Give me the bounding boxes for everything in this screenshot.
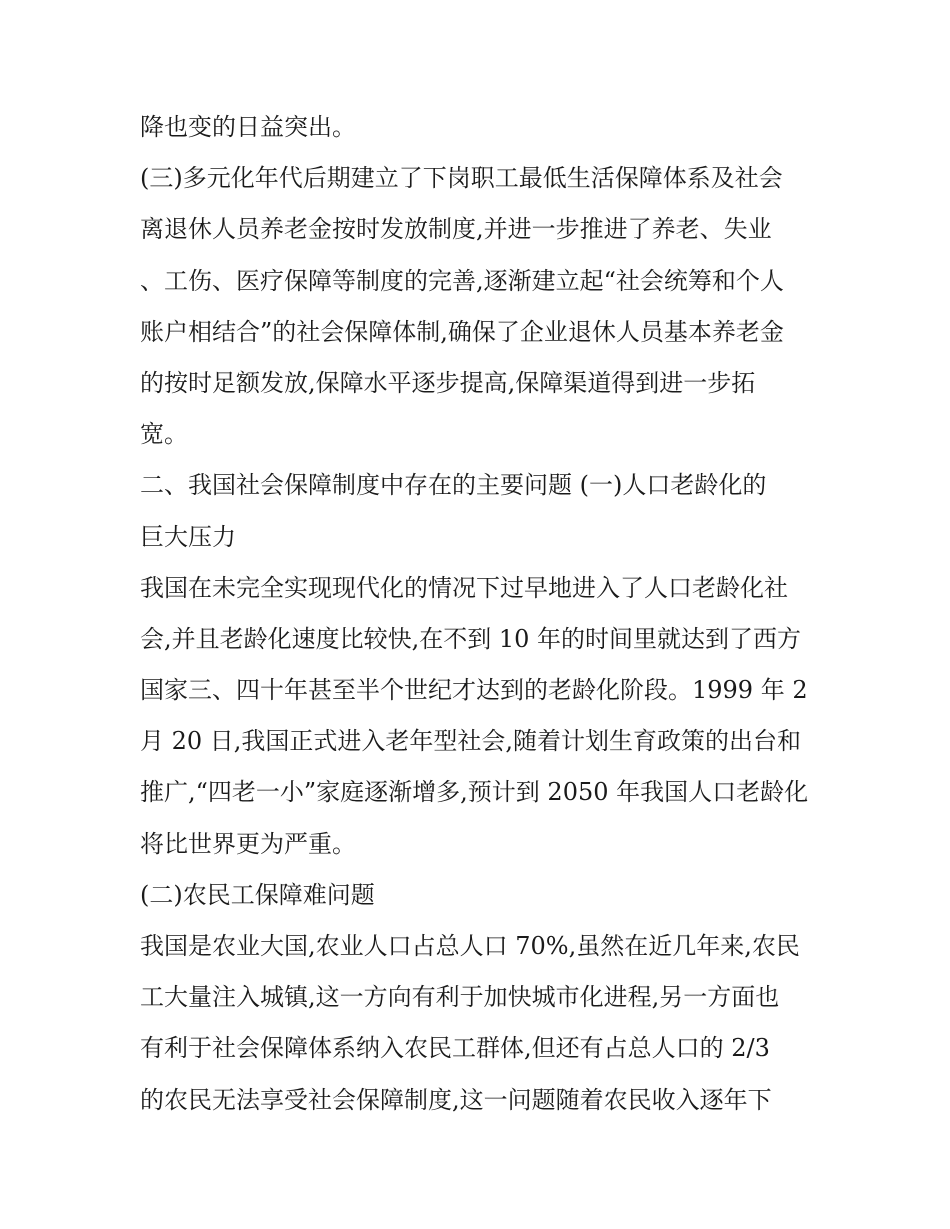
text-line: 、工伤、医疗保障等制度的完善,逐渐建立起“社会统筹和个人 — [140, 266, 784, 295]
text-line: (三)多元化年代后期建立了下岗职工最低生活保障体系及社会 — [140, 164, 783, 193]
text-line: 有利于社会保障体系纳入农民工群体,但还有占总人口的 2/3 — [140, 1034, 770, 1063]
section-heading: 巨大压力 — [140, 522, 236, 551]
text-line: 会,并且老龄化速度比较快,在不到 10 年的时间里就达到了西方 — [140, 624, 802, 653]
text-line: 降也变的日益突出。 — [140, 113, 356, 141]
text-line: 我国是农业大国,农业人口占总人口 70%,虽然在近几年来,农民 — [140, 932, 800, 960]
text-line: 离退休人员养老金按时发放制度,并进一步推进了养老、失业 — [140, 215, 772, 244]
text-line: 将比世界更为严重。 — [140, 829, 356, 858]
document-body — [140, 102, 820, 1126]
text-line: 推广,“四老一小”家庭逐渐增多,预计到 2050 年我国人口老龄化 — [140, 778, 809, 807]
text-line: 月 20 日,我国正式进入老年型社会,随着计划生育政策的出台和 — [140, 727, 802, 756]
text-line: 国家三、四十年甚至半个世纪才达到的老龄化阶段。1999 年 2 — [140, 676, 808, 705]
text-line: 账户相结合”的社会保障体制,确保了企业退休人员基本养老金 — [140, 317, 784, 346]
section-heading: (二)农民工保障难问题 — [140, 880, 375, 909]
text-line: 工大量注入城镇,这一方向有利于加快城市化进程,另一方面也 — [140, 983, 780, 1012]
text-line: 的农民无法享受社会保障制度,这一问题随着农民收入逐年下 — [140, 1085, 772, 1114]
text-line: 宽。 — [140, 420, 188, 449]
text-line: 的按时足额发放,保障水平逐步提高,保障渠道得到进一步拓 — [140, 368, 756, 397]
text-line: 我国在未完全实现现代化的情况下过早地进入了人口老龄化社 — [140, 573, 788, 602]
section-heading: 二、我国社会保障制度中存在的主要问题 (一)人口老龄化的 — [140, 471, 767, 500]
